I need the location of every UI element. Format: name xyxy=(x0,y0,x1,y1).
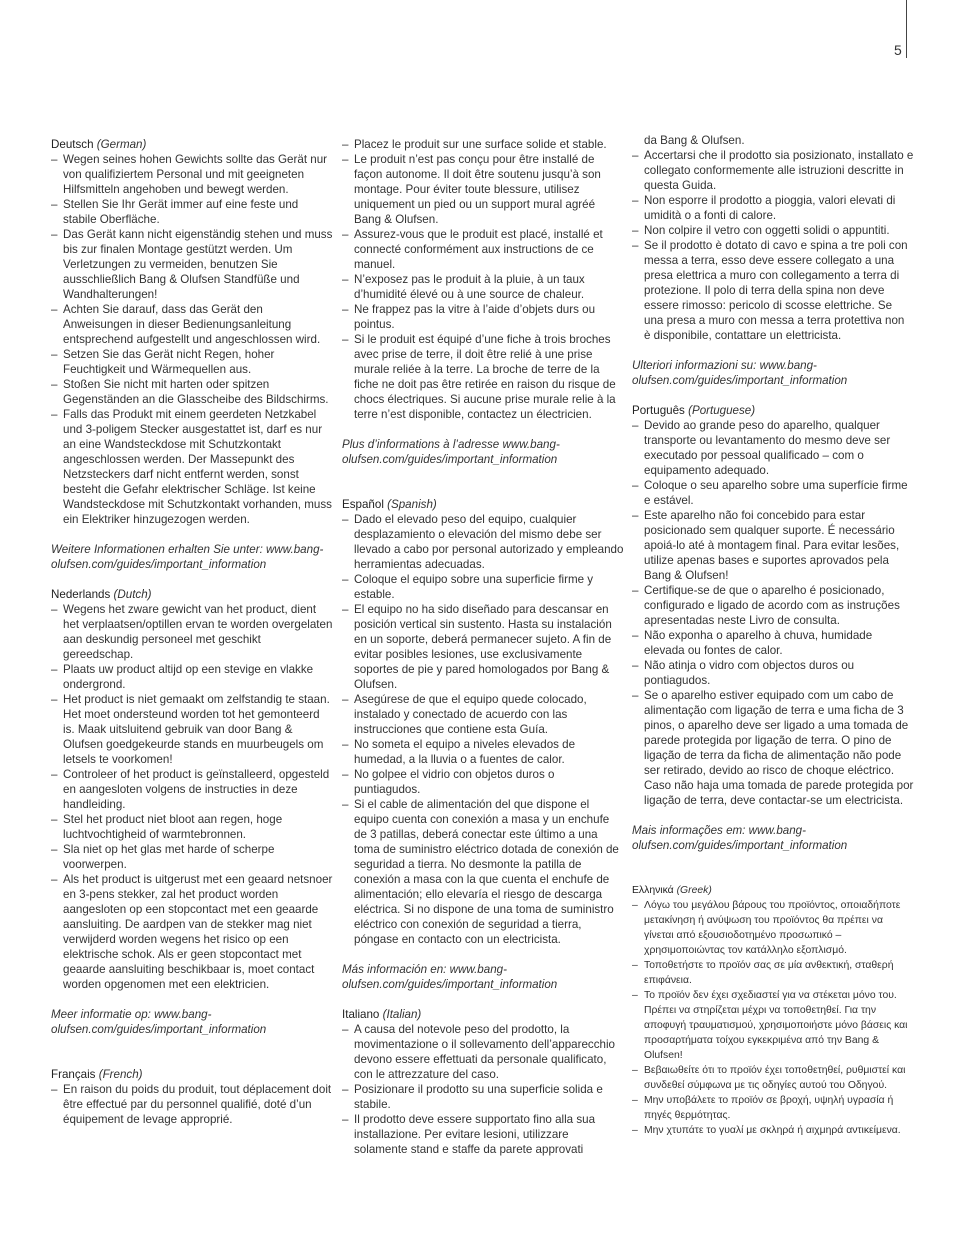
list-item: – Τοποθετήστε το προϊόν σας σε μία ανθεκτική, σταθερή επιφάνεια. xyxy=(632,958,914,988)
safety-list-german xyxy=(51,152,333,527)
more-info-dutch: Meer informatie op: www.bang-olufsen.com/guides/important_information xyxy=(51,1008,267,1036)
list-item: – Il prodotto deve essere supportato fino alla sua installazione. Per evitare lesioni, utilizzare solamente stand e staffe da parete approvati xyxy=(342,1112,624,1157)
list-item: – Este aparelho não foi concebido para estar posicionado sem qualquer suporte. É necessário apoiá-lo até à montagem final. Para evitar lesões, utilize apenas bases e suportes aprovados pela Bang & Olufsen! xyxy=(632,508,914,583)
section-title-portuguese xyxy=(632,403,914,418)
list-item: – Non esporre il prodotto a pioggia, valori elevati di umidità o a fonti di calore. xyxy=(632,193,914,223)
language-name: Nederlands xyxy=(51,588,111,601)
more-info-german: Weitere Informationen erhalten Sie unter: www.bang-olufsen.com/guides/important_information xyxy=(51,543,324,571)
list-item: – Stellen Sie Ihr Gerät immer auf eine feste und stabile Oberfläche. xyxy=(51,197,333,227)
language-name: Português xyxy=(632,404,685,417)
list-item: – Si el cable de alimentación del que dispone el equipo cuenta con conexión a masa y un enchufe de 3 patillas, deberá conectar este último a una toma de suministro eléctrico dotada de conexión de seguridad a tierra. No desmonte la patilla de conexión a masa con la que cuenta el enchufe de alimentación; ello elevaría el riesgo de descarga eléctrica. Si no dispone de una toma de suministro eléctrico con conexión de seguridad a tierra, póngase en contacto con un electricista. xyxy=(342,797,624,947)
list-item: – Als het product is uitgerust met een geaard netsnoer en 3-pens stekker, zal het product worden aangesloten op een stopcontact met een geaarde aansluiting. De aardpen van de stekker mag niet verwijderd worden wegens het risico op een elektrische schok. Als er geen stopcontact met geaarde aansluiting beschikbaar is, moet contact worden opgenomen met een elektricien. xyxy=(51,872,333,992)
language-name: Deutsch xyxy=(51,138,94,151)
list-item: – Controleer of het product is geïnstalleerd, opgesteld en aangesloten volgens de instructies in deze handleiding. xyxy=(51,767,333,812)
language-english-name: (German) xyxy=(96,138,147,151)
column-1 xyxy=(51,137,333,1127)
section-title-spanish xyxy=(342,497,624,512)
list-item: – No someta el equipo a niveles elevados de humedad, a la lluvia o a fuentes de calor. xyxy=(342,737,624,767)
safety-list-french-continued xyxy=(342,137,624,422)
list-item: – Λόγω του μεγάλου βάρους του προϊόντος, οποιαδήποτε μετακίνηση ή ανύψωση του προϊόντος θα πρέπει να γίνεται από εξουσιοδοτημένο προσωπικό – χρησιμοποιώντας τον κατάλληλο εξοπλισμό. xyxy=(632,898,914,958)
list-item: – Μην υποβάλετε το προϊόν σε βροχή, υψηλή υγρασία ή πηγές θερμότητας. xyxy=(632,1093,914,1123)
list-item: – Accertarsi che il prodotto sia posizionato, installato e collegato conformemente alle istruzioni descritte in questa Guida. xyxy=(632,148,914,193)
list-item: – No golpee el vidrio con objetos duros o puntiagudos. xyxy=(342,767,624,797)
language-name: Italiano xyxy=(342,1008,380,1021)
language-english-name: (Italian) xyxy=(382,1008,422,1021)
list-item: – Stoßen Sie nicht mit harten oder spitzen Gegenständen an die Glasscheibe des Bildschirms. xyxy=(51,377,333,407)
list-item: – A causa del notevole peso del prodotto, la movimentazione o il sollevamento dell’apparecchio devono essere effettuati da personale qualificato, con le attrezzature del caso. xyxy=(342,1022,624,1082)
list-item: – Wegen seines hohen Gewichts sollte das Gerät nur von qualifiziertem Personal und mit geeigneten Hilfsmitteln angehoben und bewegt werden. xyxy=(51,152,333,197)
column-3 xyxy=(632,133,914,1138)
safety-list-dutch xyxy=(51,602,333,992)
language-english-name: (Spanish) xyxy=(387,498,437,511)
more-info-spanish: Más información en: www.bang-olufsen.com/guides/important_information xyxy=(342,963,558,991)
list-item: – Posizionare il prodotto su una superficie solida e stabile. xyxy=(342,1082,624,1112)
page-number: 5 xyxy=(894,42,902,58)
list-item: – Stel het product niet bloot aan regen, hoge luchtvochtigheid of warmtebronnen. xyxy=(51,812,333,842)
list-item: – Não exponha o aparelho à chuva, humidade elevada ou fontes de calor. xyxy=(632,628,914,658)
section-title-dutch xyxy=(51,587,333,602)
more-info-italian: Ulteriori informazioni su: www.bang-olufsen.com/guides/important_information xyxy=(632,359,848,387)
safety-list-greek xyxy=(632,898,914,1138)
language-english-name: (Portuguese) xyxy=(688,404,756,417)
list-item: – Dado el elevado peso del equipo, cualquier desplazamiento o elevación del mismo debe ser llevado a cabo por personal autorizado y empleando herramientas adecuadas. xyxy=(342,512,624,572)
column-2 xyxy=(342,137,624,1157)
section-title-french xyxy=(51,1067,333,1082)
list-item: – Non colpire il vetro con oggetti solidi o appuntiti. xyxy=(632,223,914,238)
list-item: – Μην χτυπάτε το γυαλί με σκληρά ή αιχμηρά αντικείμενα. xyxy=(632,1123,914,1138)
list-item: – Asegúrese de que el equipo quede colocado, instalado y conectado de acuerdo con las instrucciones que contiene esta Guía. xyxy=(342,692,624,737)
list-item: – Assurez-vous que le produit est placé, installé et connecté conformément aux instructions de ce manuel. xyxy=(342,227,624,272)
list-item: – Sla niet op het glas met harde of scherpe voorwerpen. xyxy=(51,842,333,872)
list-item: – En raison du poids du produit, tout déplacement doit être effectué par du personnel qualifié, doté d’un équipement de levage approprié. xyxy=(51,1082,333,1127)
list-item: – Setzen Sie das Gerät nicht Regen, hoher Feuchtigkeit und Wärmequellen aus. xyxy=(51,347,333,377)
language-name: Español xyxy=(342,498,384,511)
list-item: – Coloque el equipo sobre una superficie firme y estable. xyxy=(342,572,624,602)
top-right-rule xyxy=(906,0,907,58)
list-item: – Het product is niet gemaakt om zelfstandig te staan. Het moet ondersteund worden tot het gemonteerd is. Maak uitsluitend gebruik van door Bang & Olufsen goedgekeurde stands en muurbeugels om letsels te voorkomen! xyxy=(51,692,333,767)
safety-list-italian-continued xyxy=(632,148,914,343)
list-item: – Ne frappez pas la vitre à l’aide d’objets durs ou pointus. xyxy=(342,302,624,332)
safety-list-french xyxy=(51,1082,333,1127)
more-info-portuguese: Mais informações em: www.bang-olufsen.com/guides/important_information xyxy=(632,824,848,852)
safety-list-italian xyxy=(342,1022,624,1157)
list-item: – Le produit n’est pas conçu pour être installé de façon autonome. Il doit être soutenu jusqu’à son montage. Pour éviter toute blessure, utilisez uniquement un pied ou un support mural agréé Bang & Olufsen. xyxy=(342,152,624,227)
language-english-name: (French) xyxy=(98,1068,143,1081)
list-item: – Placez le produit sur une surface solide et stable. xyxy=(342,137,624,152)
list-item: – Das Gerät kann nicht eigenständig stehen und muss bis zur finalen Montage gestützt werden. Um Verletzungen zu vermeiden, benutzen Sie ausschließlich Bang & Olufsen Standfüße und Wandhalterungen! xyxy=(51,227,333,302)
section-title-greek xyxy=(632,883,914,898)
language-english-name: (Greek) xyxy=(676,885,712,896)
safety-list-spanish xyxy=(342,512,624,947)
list-item: – Falls das Produkt mit einem geerdeten Netzkabel und 3-poligem Stecker ausgestattet ist, darf es nur an eine Wandsteckdose mit Schutzkontakt angeschlossen werden. Der Massepunkt des Netzsteckers darf nicht entfernt werden, sonst besteht die Gefahr elektrischer Schläge. Ist keine Wandsteckdose mit Schutzkontakt vorhanden, muss ein Elektriker hinzugezogen werden. xyxy=(51,407,333,527)
list-item: – Devido ao grande peso do aparelho, qualquer transporte ou levantamento do mesmo deve ser executado por pessoal qualificado – com o equipamento adequado. xyxy=(632,418,914,478)
more-info-french: Plus d’informations à l’adresse www.bang-olufsen.com/guides/important_information xyxy=(342,438,560,466)
list-item: – Se il prodotto è dotato di cavo e spina a tre poli con messa a terra, esso deve essere collegato a una presa elettrica a muro con collegamento a terra di protezione. Il polo di terra della spina non deve essere rimosso: pericolo di scosse elettriche. Se una presa a muro con messa a terra protettiva non è disponibile, contattare un elettricista. xyxy=(632,238,914,343)
list-item: – Plaats uw product altijd op een stevige en vlakke ondergrond. xyxy=(51,662,333,692)
safety-list-portuguese xyxy=(632,418,914,808)
section-greek xyxy=(632,883,914,1138)
list-item: – El equipo no ha sido diseñado para descansar en posición vertical sin sustento. Hasta su instalación en un soporte, deberá permanecer sujeto. A fin de evitar posibles lesiones, use exclusivamente soportes de pie y pared homologados por Bang & Olufsen. xyxy=(342,602,624,692)
list-item: – Βεβαιωθείτε ότι το προϊόν έχει τοποθετηθεί, ρυθμιστεί και συνδεθεί σύμφωνα με τις οδηγίες αυτού του Οδηγού. xyxy=(632,1063,914,1093)
section-title-italian xyxy=(342,1007,624,1022)
language-name: Français xyxy=(51,1068,96,1081)
list-item: – Certifique-se de que o aparelho é posicionado, configurado e ligado de acordo com as instruções apresentadas neste Livro de consulta. xyxy=(632,583,914,628)
list-item: – Wegens het zware gewicht van het product, dient het verplaatsen/optillen ervan te worden overgelaten aan deskundig personeel met geschikt gereedschap. xyxy=(51,602,333,662)
list-item: – Não atinja o vidro com objectos duros ou pontiagudos. xyxy=(632,658,914,688)
list-item: – Achten Sie darauf, dass das Gerät den Anweisungen in dieser Bedienungsanleitung entsprechend aufgestellt und angeschlossen wird. xyxy=(51,302,333,347)
language-name: Ελληνικά xyxy=(632,885,674,896)
italian-continued-text: da Bang & Olufsen. xyxy=(644,134,745,147)
list-item: – Το προϊόν δεν έχει σχεδιαστεί για να στέκεται μόνο του. Πρέπει να στηρίζεται μέχρι να τοποθετηθεί. Για την αποφυγή τραυματισμού, χρησιμοποιήστε μόνο βάσεις και προσαρτήματα τοίχου εγκεκριμένα από την Bang & Olufsen! xyxy=(632,988,914,1063)
list-item: – Coloque o seu aparelho sobre uma superfície firme e estável. xyxy=(632,478,914,508)
section-title-german xyxy=(51,137,333,152)
list-item: – Si le produit est équipé d’une fiche à trois broches avec prise de terre, il doit être relié à une prise murale reliée à la terre. La broche de terre de la fiche ne doit pas être retirée en raison du risque de chocs électriques. Si aucune prise murale relie à la terre n’est disponible, contactez un électricien. xyxy=(342,332,624,422)
list-item: – N’exposez pas le produit à la pluie, à un taux d’humidité élevé ou à une source de chaleur. xyxy=(342,272,624,302)
list-item: – Se o aparelho estiver equipado com um cabo de alimentação com ligação de terra e uma ficha de 3 pinos, o aparelho deve ser ligado a uma tomada de parede protegida por ligação de terra. O pino de ligação de terra da ficha de alimentação não pode ser retirado, devido ao risco de choque eléctrico. Caso não haja uma tomada de parede protegida por ligação de terra, deve contactar-se um electricista. xyxy=(632,688,914,808)
language-english-name: (Dutch) xyxy=(113,588,152,601)
